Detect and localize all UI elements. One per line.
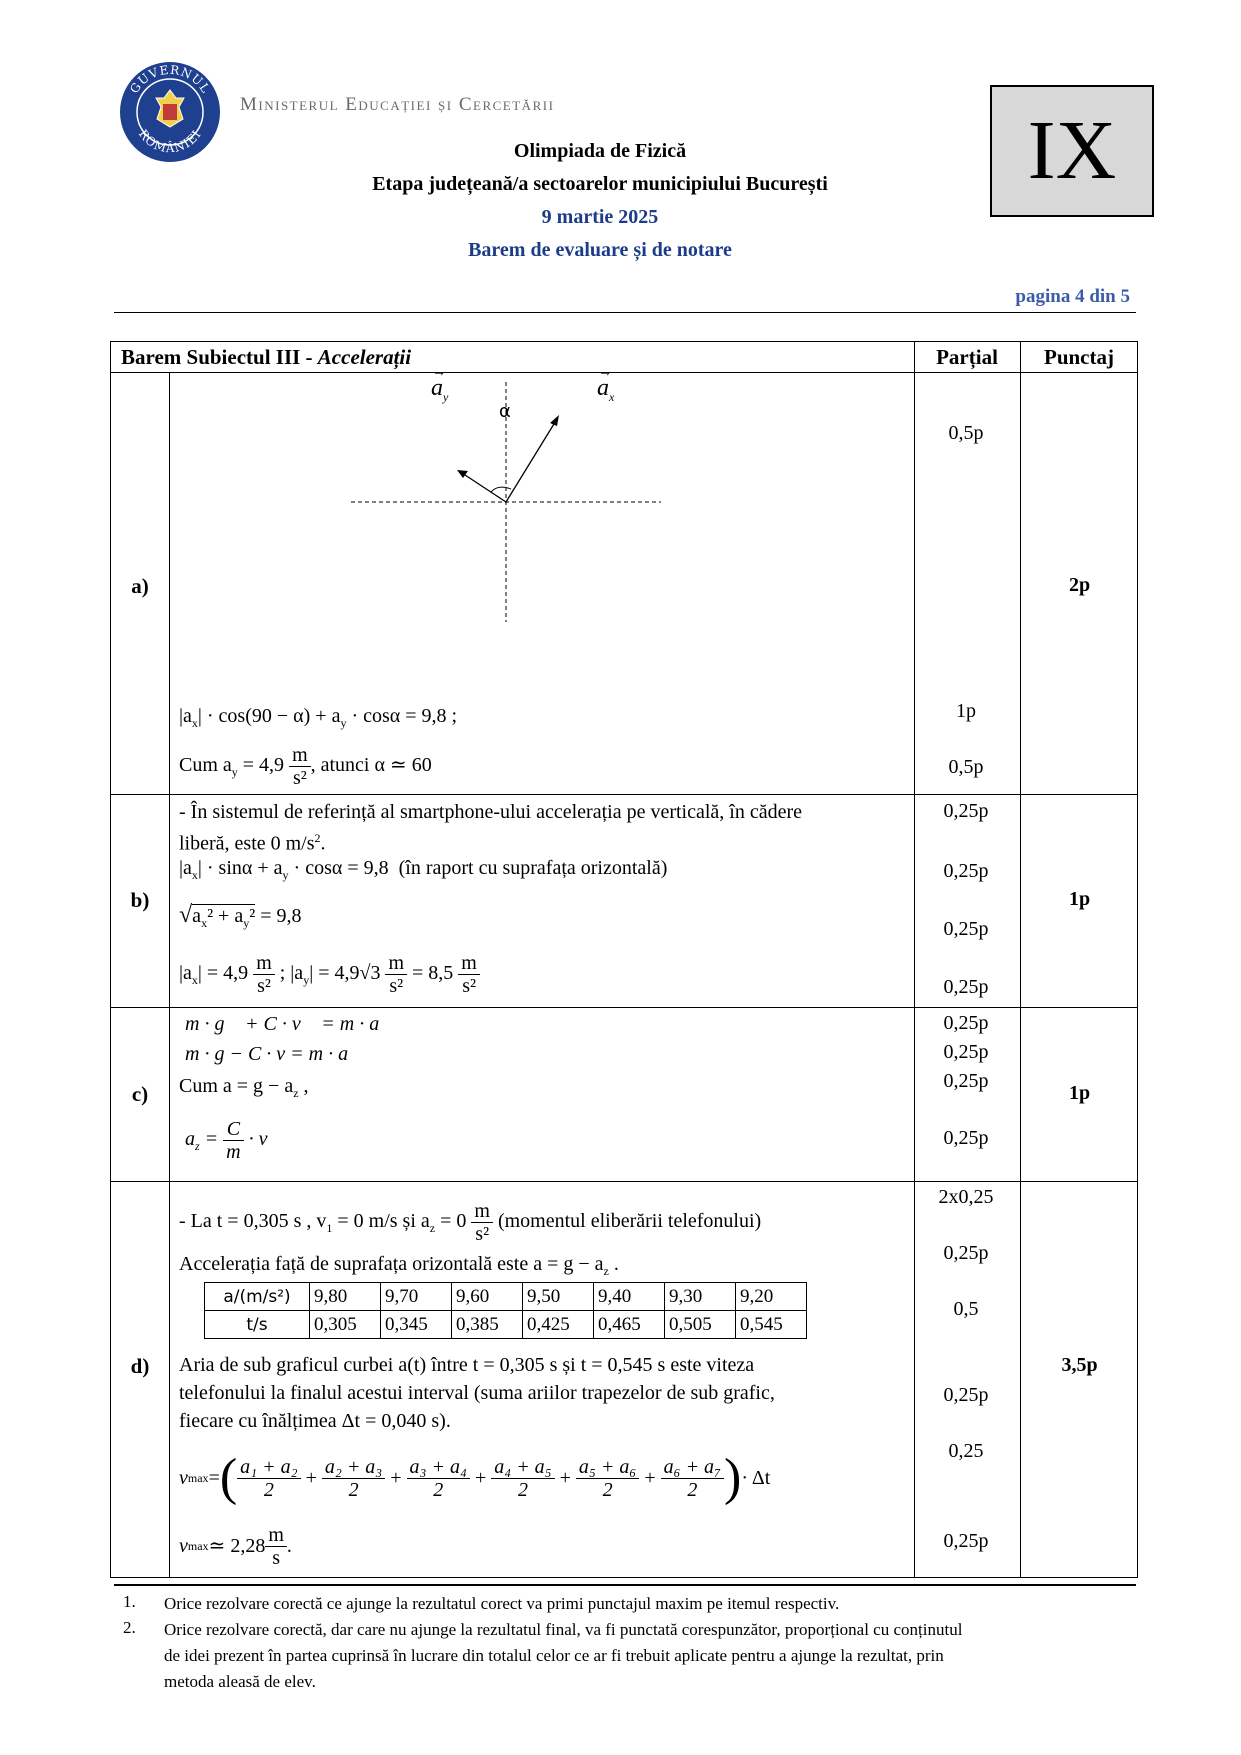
section-d-points-6: 0,25p — [943, 1530, 989, 1552]
footnote-2-number: 2. — [123, 1618, 136, 1637]
row-divider-b — [111, 1007, 1137, 1008]
section-b-points-3: 0,25p — [943, 918, 989, 940]
partial-header: Parțial — [936, 345, 998, 369]
t-value-4: 0,425 — [523, 1311, 594, 1339]
vmax-result: v max ≃ 2,28 $\frac{m}{s}$ . — [179, 1523, 292, 1569]
vector-diagram — [351, 382, 671, 622]
col-divider-total — [1020, 342, 1021, 1577]
a-value-4: 9,50 — [523, 1283, 594, 1311]
table-title: Barem Subiectul III - Accelerații — [121, 345, 412, 369]
section-c-points-4: 0,25p — [943, 1127, 989, 1149]
section-a-points-3: 0,5p — [948, 756, 984, 778]
alpha-arc — [491, 487, 511, 492]
seal-top-text: GUVERNUL — [127, 62, 214, 97]
vmax-term-6: $\frac{\text{a₆ + a₇}}{2}$ — [661, 1456, 724, 1501]
section-a-label: a) — [131, 574, 149, 598]
alpha-label: α — [499, 401, 511, 422]
a-value-1: 9,80 — [310, 1283, 381, 1311]
section-c-equation-3: Cum $a = g - a_z$ , — [179, 1075, 309, 1100]
footnote-2-line-2: de idei prezent în partea cuprinsă în lucrare din totalul celor ce ar fi trebuit aplicate pentru a ajunge la rezultat, prin — [164, 1646, 944, 1665]
page-number: pagina 4 din 5 — [1015, 286, 1130, 307]
section-d-points-2: 0,25p — [943, 1242, 989, 1264]
row-divider-a — [111, 794, 1137, 795]
footnote-2-line-3: metoda aleasă de elev. — [164, 1672, 316, 1691]
ay-vector-label: → $a_y$ — [431, 365, 449, 404]
section-d-text-2: Accelerația față de suprafața orizontală este $a = g - a_z$ . — [179, 1253, 619, 1278]
section-b-points-2: 0,25p — [943, 860, 989, 882]
section-d-total: 3,5p — [1061, 1354, 1098, 1376]
section-a-equation-1: $|a_x| \cdot \cos(90 - \alpha) + a_y \cdot \cos\alpha = 9,8$ ; — [179, 705, 458, 730]
section-b-points-1: 0,25p — [943, 800, 989, 822]
acceleration-row-header: a/(m/s²) — [205, 1283, 310, 1311]
vmax-formula: v max = ( $\frac{\text{a₁ + a₂}}{2}$ + $\frac{\text{a₂ + a₃}}{2}$ + $\frac{\text{a₃ + a₄}}{2}$ + $\frac{\text{a₄ + a₅}}{2}$ + $\frac{\text{a₅ + a₆}}{2}$ + $\frac{\text{a₆ + a₇}}{2}$ ) · Δt — [179, 1449, 771, 1506]
section-a-points-1: 0,5p — [948, 422, 984, 444]
time-row — [205, 1311, 807, 1339]
grade-box: IX — [990, 85, 1154, 217]
a-value-3: 9,60 — [452, 1283, 523, 1311]
row-divider-c — [111, 1181, 1137, 1182]
section-b-equation-1: $|a_x| \cdot \sin\alpha + a_y \cdot \cos\alpha = 9,8$ (în raport cu suprafața orizontală) — [179, 857, 668, 882]
footnote-1-number: 1. — [123, 1592, 136, 1611]
section-d-text-5: fiecare cu înălțimea Δt = 0,040 s). — [179, 1410, 451, 1432]
section-d-points-3: 0,5 — [953, 1298, 979, 1320]
section-c-points-3: 0,25p — [943, 1070, 989, 1092]
stage-title: Etapa județeană/a sectoarelor municipiului București — [372, 173, 828, 195]
header-divider — [114, 312, 1136, 313]
vmax-term-1: $\frac{\text{a₁ + a₂}}{2}$ — [237, 1456, 300, 1501]
section-a-equation-2: Cum $a_y = 4,9$ $\frac{m}{\text{s²}}$ , atunci α ≃ 60 — [179, 744, 432, 789]
section-d-label: d) — [130, 1354, 150, 1378]
t-value-5: 0,465 — [594, 1311, 665, 1339]
document-title-block — [300, 135, 900, 267]
row-divider-header — [111, 372, 1137, 373]
section-c-equation-4: $a_z$ = $\frac{C}{m}$ · v — [185, 1118, 268, 1163]
section-d-text-4: telefonului la finalul acestui interval (suma ariilor trapezelor de sub grafic, — [179, 1382, 775, 1404]
ministry-name: Ministerul Educației și Cercetării — [240, 94, 555, 115]
footnote-divider — [114, 1584, 1136, 1586]
section-c-points-2: 0,25p — [943, 1041, 989, 1063]
section-b-text-1: - În sistemul de referință al smartphone-ului accelerația pe verticală, în cădere — [179, 801, 803, 823]
section-b-equation-2: $√a_x^2 + a_y^2 = 9,8$ — [179, 902, 302, 930]
section-b-total: 1p — [1068, 888, 1091, 910]
section-a-points-2: 1p — [956, 700, 976, 722]
a-value-5: 9,40 — [594, 1283, 665, 1311]
ax-vector — [506, 419, 557, 502]
olympiad-title: Olimpiada de Fizică — [513, 140, 687, 162]
a-value-2: 9,70 — [381, 1283, 452, 1311]
col-divider-label — [169, 372, 170, 1577]
section-d-points-5: 0,25 — [948, 1440, 984, 1462]
section-a-total: 2p — [1068, 574, 1091, 596]
a-value-6: 9,30 — [665, 1283, 736, 1311]
vmax-term-2: $\frac{\text{a₂ + a₃}}{2}$ — [322, 1456, 385, 1501]
section-d-text-3: Aria de sub graficul curbei a(t) între t = 0,305 s și t = 0,545 s este viteza — [179, 1354, 755, 1376]
exam-date: 9 martie 2025 — [541, 206, 659, 228]
time-row-header: t/s — [205, 1311, 310, 1339]
section-c-equation-2: m · g − C · v = m · a — [185, 1043, 349, 1065]
section-b-equation-3: $|a_x| = 4,9$ $\frac{m}{\text{s²}}$ ; $|a_y| = 4,9√3$ $\frac{m}{\text{s²}}$ = 8,5 $\frac{m}{\text{s²}}$ — [179, 952, 480, 1002]
t-value-6: 0,505 — [665, 1311, 736, 1339]
total-header: Punctaj — [1044, 345, 1114, 369]
section-b-text-2: liberă, este 0 $m/s^2$. — [179, 831, 326, 855]
footnote-1-text: Orice rezolvare corectă ce ajunge la rezultatul corect va primi punctajul maxim pe itemul respectiv. — [164, 1594, 840, 1613]
acceleration-time-table — [204, 1282, 807, 1339]
section-d-points-4: 0,25p — [943, 1384, 989, 1406]
section-c-equation-1: m · g⃗ + C · v⃗ = m · a⃗ — [185, 1013, 395, 1035]
vmax-term-3: $\frac{\text{a₃ + a₄}}{2}$ — [407, 1456, 470, 1501]
t-value-3: 0,385 — [452, 1311, 523, 1339]
vmax-term-4: $\frac{\text{a₄ + a₅}}{2}$ — [491, 1456, 554, 1501]
section-b-points-4: 0,25p — [943, 976, 989, 998]
section-d-points-1: 2x0,25 — [938, 1186, 994, 1208]
ay-arrowhead — [457, 470, 468, 478]
document-subtitle: Barem de evaluare și de notare — [468, 239, 732, 261]
seal-bottom-text: ROMÂNIEI — [135, 126, 205, 156]
t-value-7: 0,545 — [736, 1311, 807, 1339]
section-c-total: 1p — [1068, 1082, 1091, 1104]
government-seal — [118, 60, 222, 164]
ax-vector-label: → $a_x$ — [597, 365, 615, 404]
footnote-2-line-1: Orice rezolvare corectă, dar care nu ajunge la rezultatul final, va fi punctată corespunzător, proporțional cu conținutul — [164, 1620, 963, 1639]
section-c-points-1: 0,25p — [943, 1012, 989, 1034]
ax-arrowhead — [550, 415, 559, 426]
grading-table — [110, 341, 1138, 1578]
acceleration-row — [205, 1283, 807, 1311]
section-d-text-1: - La t = 0,305 s , $v_1 = 0$ m/s și $a_z = 0$ $\frac{m}{\text{s²}}$ (momentul eliberării telefonului) — [179, 1200, 762, 1245]
t-value-2: 0,345 — [381, 1311, 452, 1339]
section-c-label: c) — [131, 1082, 149, 1106]
vmax-term-5: $\frac{\text{a₅ + a₆}}{2}$ — [576, 1456, 639, 1501]
t-value-1: 0,305 — [310, 1311, 381, 1339]
a-value-7: 9,20 — [736, 1283, 807, 1311]
section-b-label: b) — [130, 888, 150, 912]
